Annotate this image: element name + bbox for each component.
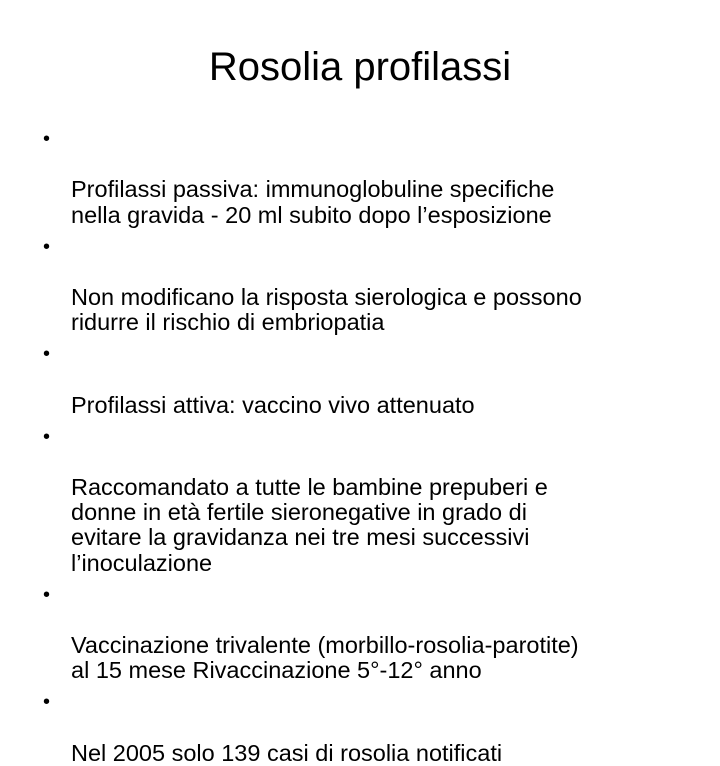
bullet-text: Profilassi passiva: immunoglobuline specifiche nella gravida - 20 ml subito dopo l’esposizione — [71, 176, 555, 228]
bullet-item — [40, 425, 700, 576]
bullet-item — [40, 690, 700, 766]
bullet-text: Nel 2005 solo 139 casi di rosolia notificati — [71, 739, 503, 766]
bullet-text: Non modificano la risposta sierologica e possono ridurre il rischio di embriopatia — [71, 284, 582, 336]
bullet-text: Profilassi attiva: vaccino vivo attenuato — [71, 391, 475, 418]
bullet-icon: • — [43, 583, 51, 606]
bullet-item — [40, 342, 700, 418]
bullet-item — [40, 583, 700, 684]
slide-title: Rosolia profilassi — [208, 45, 512, 89]
bullet-icon: • — [43, 425, 51, 448]
bullet-icon: • — [43, 691, 51, 714]
bullet-list — [40, 127, 700, 766]
bullet-text: Vaccinazione trivalente (morbillo-rosolia-parotite) al 15 mese Rivaccinazione 5°-12° anno — [71, 632, 579, 684]
bullet-icon: • — [43, 235, 51, 258]
bullet-icon: • — [43, 343, 51, 366]
bullet-item — [40, 235, 700, 336]
bullet-text: Raccomandato a tutte le bambine prepuberi e donne in età fertile sieronegative in grado di evitare la gravidanza nei tre mesi successivi l’inoculazione — [71, 474, 548, 576]
bullet-icon: • — [43, 128, 51, 150]
bullet-item — [40, 127, 700, 228]
